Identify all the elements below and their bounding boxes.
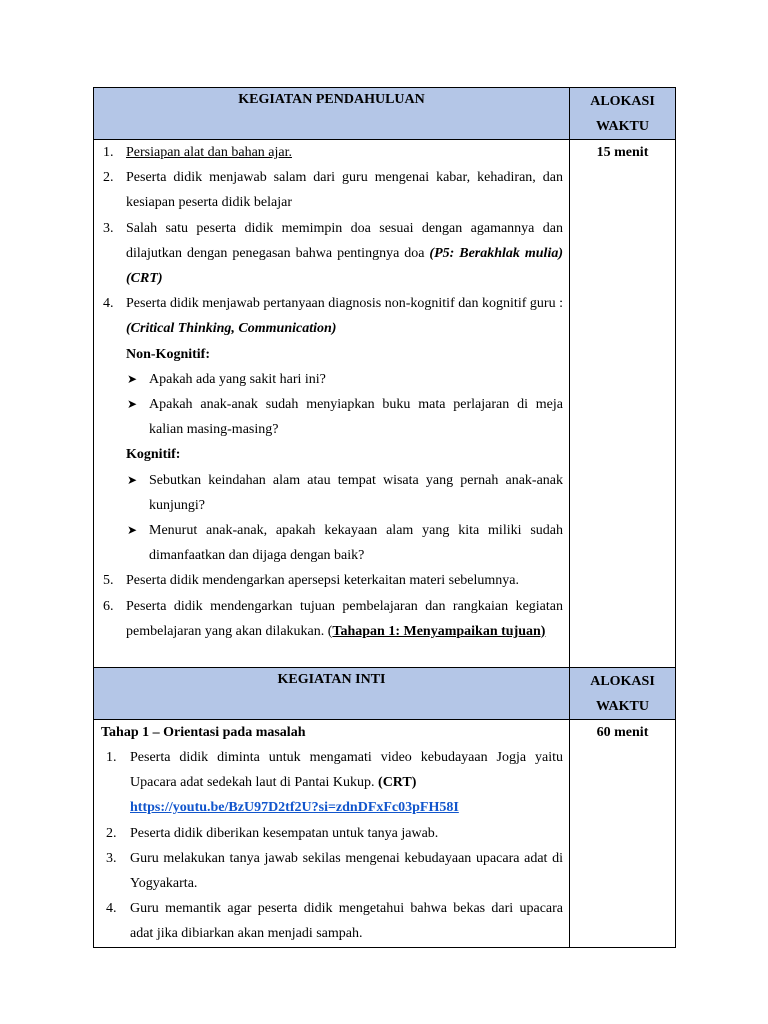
arrowhead-bullet-icon: ➤	[127, 523, 138, 538]
arrowhead-bullet-icon: ➤	[127, 371, 138, 386]
duration-pendahuluan: 15 menit	[570, 140, 676, 668]
section-title: KEGIATAN INTI	[277, 672, 386, 687]
time-header-line2: WAKTU	[596, 119, 649, 134]
arrowhead-bullet-icon: ➤	[127, 397, 138, 412]
lesson-plan-table	[93, 87, 676, 948]
list-item: 4. Peserta didik menjawab pertanyaan diagnosis non-kognitif dan kognitif guru : (Critical Thinking, Communication)	[103, 296, 563, 337]
list-item: 3. Salah satu peserta didik memimpin doa sesuai dengan agamannya dan dilajutkan dengan penegasan bahwa pentingnya doa (P5: Berakhlak mulia) (CRT)	[103, 220, 564, 287]
list-item: 2. Peserta didik diberikan kesempatan untuk tanya jawab.	[106, 825, 439, 841]
inti-content	[94, 720, 570, 948]
time-allocation-header	[570, 668, 676, 720]
section-title: KEGIATAN PENDAHULUAN	[238, 92, 425, 107]
arrowhead-bullet-icon: ➤	[127, 472, 138, 487]
time-header-line2: WAKTU	[596, 699, 649, 714]
list-item: 1. Peserta didik diminta untuk mengamati video kebudayaan Jogja yaitu Upacara adat sedekah laut di Pantai Kukup. (CRT) https://youtu.be/BzU97D2tf2U?si=zdnDFxFc03pFH58I	[106, 750, 563, 816]
list-item: 3. Guru melakukan tanya jawab sekilas mengenai kebudayaan upacara adat di Yogyakarta.	[106, 850, 563, 892]
pendahuluan-content	[94, 140, 570, 668]
section-header-pendahuluan	[94, 88, 570, 140]
list-item: 1. Persiapan alat dan bahan ajar.	[103, 145, 292, 160]
time-header-line1: ALOKASI	[590, 674, 655, 689]
bullet-item: ➤ Apakah anak-anak sudah menyiapkan buku mata perlajaran di meja kalian masing-masing?	[101, 392, 563, 442]
stage-heading: Tahap 1 – Orientasi pada masalah	[101, 725, 306, 740]
bullet-item: ➤ Apakah ada yang sakit hari ini?	[101, 367, 563, 392]
time-allocation-header	[570, 88, 676, 140]
list-item: 5. Peserta didik mendengarkan apersepsi keterkaitan materi sebelumnya.	[103, 573, 520, 589]
kognitif-label: Kognitif:	[126, 447, 181, 463]
list-item: 4. Guru memantik agar peserta didik mengetahui bahwa bekas dari upacara adat jika dibiarkan akan menjadi sampah.	[106, 901, 563, 942]
section-header-inti	[94, 668, 570, 720]
time-header-line1: ALOKASI	[590, 94, 655, 109]
list-item: 2. Peserta didik menjawab salam dari guru mengenai kabar, kehadiran, dan kesiapan peserta didik belajar	[103, 170, 563, 211]
non-kognitif-label: Non-Kognitif:	[126, 346, 210, 362]
duration-inti: 60 menit	[570, 720, 676, 948]
list-item: 6. Peserta didik mendengarkan tujuan pembelajaran dan rangkaian kegiatan pembelajaran yang akan dilakukan. (Tahapan 1: Menyampaikan tujuan)	[103, 598, 563, 639]
bullet-item: ➤ Sebutkan keindahan alam atau tempat wisata yang pernah anak-anak kunjungi?	[101, 468, 563, 518]
bullet-item: ➤ Menurut anak-anak, apakah kekayaan alam yang kita miliki sudah dimanfaatkan dan dijaga dengan baik?	[101, 518, 563, 568]
video-link[interactable]: https://youtu.be/BzU97D2tf2U?si=zdnDFxFc03pFH58I	[130, 800, 459, 816]
